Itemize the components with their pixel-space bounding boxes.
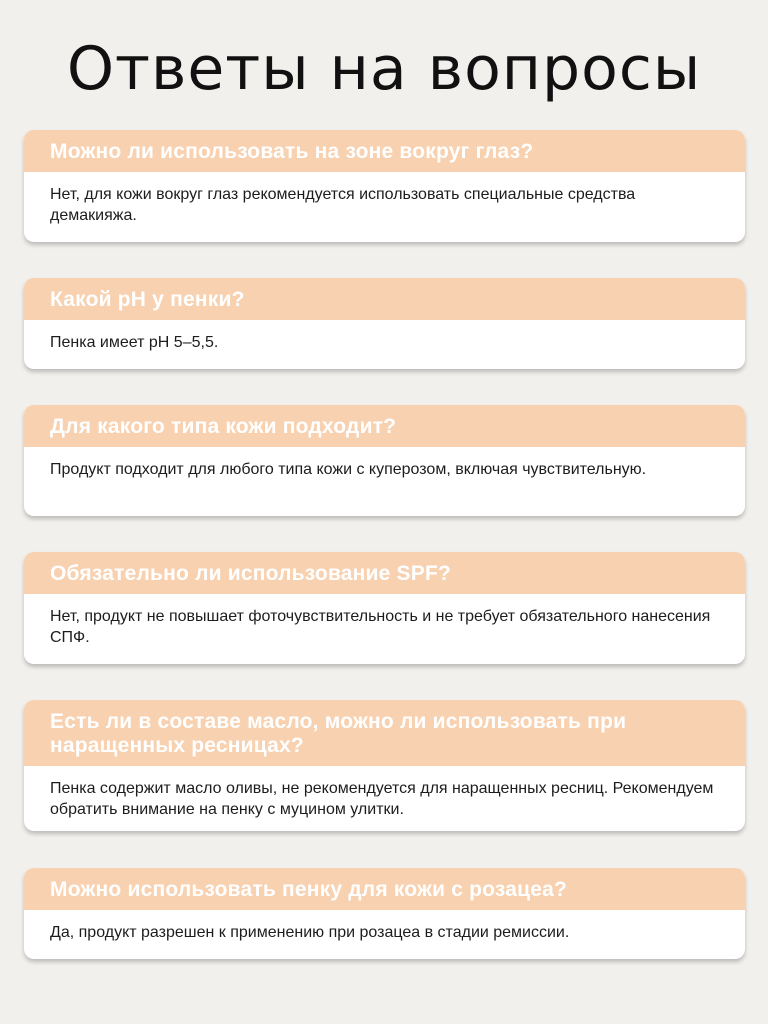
- faq-card: [24, 868, 745, 959]
- faq-answer: Продукт подходит для любого типа кожи с куперозом, включая чувствительную.: [50, 461, 647, 478]
- faq-card: [24, 552, 745, 664]
- faq-answer: Нет, для кожи вокруг глаз рекомендуется использовать специальные средства демакияжа.: [50, 186, 636, 224]
- faq-card: [24, 700, 745, 831]
- faq-question: Для какого типа кожи подходит?: [24, 405, 745, 447]
- faq-card: [24, 278, 745, 369]
- faq-card: [24, 130, 745, 242]
- page-title: Ответы на вопросы: [66, 34, 702, 104]
- faq-question: Есть ли в составе масло, можно ли использовать при наращенных ресницах?: [24, 700, 745, 766]
- faq-question: Какой pH у пенки?: [24, 278, 745, 320]
- faq-question: Можно использовать пенку для кожи с розацеа?: [24, 868, 745, 910]
- faq-answer: Пенка содержит масло оливы, не рекомендуется для наращенных ресниц. Рекомендуем обратить внимание на пенку с муцином улитки.: [50, 780, 714, 818]
- faq-question: Можно ли использовать на зоне вокруг глаз?: [24, 130, 745, 172]
- faq-answer: Нет, продукт не повышает фоточувствительность и не требует обязательного нанесения СПФ.: [50, 608, 711, 646]
- faq-question: Обязательно ли использование SPF?: [24, 552, 745, 594]
- faq-answer: Да, продукт разрешен к применению при розацеа в стадии ремиссии.: [50, 924, 570, 941]
- faq-answer: Пенка имеет pH 5–5,5.: [50, 334, 219, 351]
- faq-card: [24, 405, 745, 516]
